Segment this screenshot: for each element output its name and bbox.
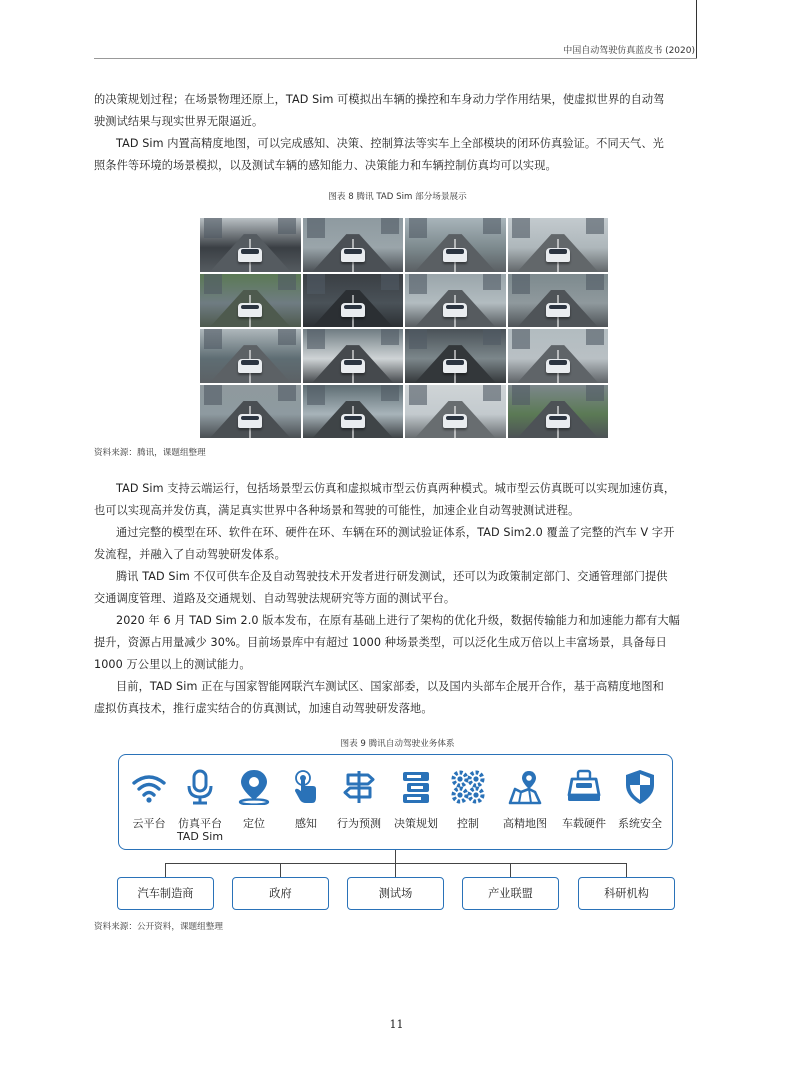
scene-test-vehicle [443, 414, 467, 428]
scene-building [512, 329, 530, 349]
running-header: 中国自动驾驶仿真蓝皮书 (2020) [563, 46, 695, 56]
capability-vehicle-hardware [561, 755, 607, 851]
body-paragraphs [94, 478, 701, 720]
scene-building [409, 218, 427, 238]
wifi-icon [131, 769, 167, 805]
text-line: 的决策规划过程；在场景物理还原上，TAD Sim 可模拟出车辆的操控和车身动力学作用结果，使虚拟世界的自动驾 [94, 93, 665, 106]
partner-research-institutes: 科研机构 [578, 877, 675, 910]
scene-tile [200, 218, 301, 272]
scene-building [381, 329, 399, 345]
capability-label: 系统安全 [618, 817, 662, 830]
scene-test-vehicle [341, 414, 365, 428]
scene-tile [508, 274, 609, 328]
scene-test-vehicle [238, 248, 262, 262]
scene-building [204, 218, 222, 238]
scene-tile [508, 218, 609, 272]
scene-building [483, 385, 501, 401]
scene-test-vehicle [341, 303, 365, 317]
scene-building [204, 385, 222, 405]
scene-tile [405, 385, 506, 439]
vehicle-hardware-icon [566, 769, 602, 805]
scene-building [483, 218, 501, 234]
map-icon [507, 769, 543, 805]
scene-test-vehicle [341, 248, 365, 262]
scene-building [409, 329, 427, 349]
text-line: 也可以实现高并发仿真，满足真实世界中各种场景和驾驶的可能性，加速企业自动驾驶测试进程。 [94, 504, 580, 517]
scene-building [307, 218, 325, 238]
partner-industry-alliance: 产业联盟 [462, 877, 559, 910]
scene-tile [200, 274, 301, 328]
scene-building [381, 274, 399, 290]
header-vertical-rule [696, 0, 697, 58]
scene-building [307, 329, 325, 349]
scene-test-vehicle [238, 359, 262, 373]
scene-image-grid [200, 218, 608, 438]
text-line: 1000 万公里以上的测试能力。 [94, 658, 251, 671]
partner-automakers: 汽车制造商 [117, 877, 214, 910]
scene-building [278, 274, 296, 290]
scene-building [586, 385, 604, 401]
figure-8-caption: 图表 8 腾讯 TAD Sim 部分场景展示 [328, 192, 467, 202]
location-pin-icon [236, 769, 272, 805]
scene-test-vehicle [546, 414, 570, 428]
microphone-icon [182, 769, 218, 805]
scene-building [409, 385, 427, 405]
intro-paragraph [94, 89, 701, 177]
capability-label: 定位 [243, 817, 265, 830]
scene-tile [200, 329, 301, 383]
shield-icon [622, 769, 658, 805]
capability-label: 行为预测 [337, 817, 381, 830]
scene-test-vehicle [443, 359, 467, 373]
capability-system-security [617, 755, 663, 851]
scene-tile [303, 218, 404, 272]
scene-building [512, 274, 530, 294]
scene-tile [303, 329, 404, 383]
text-line: 目前，TAD Sim 正在与国家智能网联汽车测试区、国家部委，以及国内头部车企展开合作，基于高精度地图和 [116, 680, 664, 693]
scene-tile [303, 385, 404, 439]
text-line: 虚拟仿真技术，推行虚实结合的仿真测试，加速自动驾驶研发落地。 [94, 702, 433, 715]
scene-building [204, 329, 222, 349]
capabilities-panel [118, 754, 673, 850]
scene-building [586, 274, 604, 290]
capability-label: 感知 [295, 817, 317, 830]
figure-8-source: 资料来源：腾讯，课题组整理 [94, 448, 206, 458]
text-line: 交通调度管理、道路及交通规划、自动驾驶法规研究等方面的测试平台。 [94, 592, 456, 605]
scene-building [278, 218, 296, 234]
scene-building [278, 329, 296, 345]
scene-building [278, 385, 296, 401]
capability-decision-planning [393, 755, 439, 851]
capability-positioning [234, 755, 274, 851]
scene-building [512, 218, 530, 238]
scene-tile [303, 274, 404, 328]
scene-tile [405, 329, 506, 383]
scene-test-vehicle [341, 359, 365, 373]
capability-label: 云平台 [132, 817, 166, 830]
scene-test-vehicle [443, 248, 467, 262]
text-line: 驶测试结果与现实世界无限逼近。 [94, 115, 264, 128]
capability-hd-map [503, 755, 547, 851]
capability-sim-platform [176, 755, 224, 851]
capability-label-line1: 仿真平台 [178, 817, 222, 830]
connector-drop [510, 863, 511, 877]
scene-tile [405, 274, 506, 328]
scene-test-vehicle [546, 303, 570, 317]
gears-icon [450, 769, 486, 805]
text-line: 照条件等环境的场景模拟，以及测试车辆的感知能力、决策能力和车辆控制仿真均可以实现。 [94, 159, 557, 172]
scene-building [409, 274, 427, 294]
connector-drop [626, 863, 627, 877]
capability-label: 决策规划 [394, 817, 438, 830]
connector-drop [165, 863, 166, 877]
scene-tile [405, 218, 506, 272]
text-line: 提升，资源占用量减少 30%。目前场景库中有超过 1000 种场景类型，可以泛化生成万倍以上丰富场景，具备每日 [94, 636, 667, 649]
scene-building [381, 218, 399, 234]
capability-control [447, 755, 489, 851]
capability-behavior-prediction [336, 755, 382, 851]
connector-stem [395, 850, 396, 863]
text-line: TAD Sim 支持云端运行，包括场景型云仿真和虚拟城市型云仿真两种模式。城市型云仿真既可以实现加速仿真， [116, 482, 676, 495]
partner-test-site: 测试场 [347, 877, 444, 910]
scene-building [307, 385, 325, 405]
connector-drop [395, 863, 396, 877]
header-rule [94, 58, 697, 59]
figure-9-source: 资料来源：公开资料，课题组整理 [94, 922, 223, 932]
text-line: 通过完整的模型在环、软件在环、硬件在环、车辆在环的测试验证体系，TAD Sim2.0 覆盖了完整的汽车 V 字开 [116, 526, 675, 539]
connector-horizontal [165, 863, 627, 864]
signpost-icon [341, 769, 377, 805]
scene-test-vehicle [546, 359, 570, 373]
partner-government: 政府 [232, 877, 329, 910]
capability-label: 高精地图 [503, 817, 547, 830]
connector-drop [280, 863, 281, 877]
scene-building [483, 274, 501, 290]
scene-building [586, 218, 604, 234]
figure-9-caption: 图表 9 腾讯自动驾驶业务体系 [340, 739, 455, 749]
text-line: 2020 年 6 月 TAD Sim 2.0 版本发布，在原有基础上进行了架构的优化升级，数据传输能力和加速能力都有大幅 [116, 614, 680, 627]
scene-tile [508, 385, 609, 439]
touch-sensor-icon [288, 769, 324, 805]
capability-label-line2: TAD Sim [176, 830, 224, 843]
flowchart-icon [398, 769, 434, 805]
scene-test-vehicle [238, 303, 262, 317]
scene-tile [200, 385, 301, 439]
capability-label: 车载硬件 [562, 817, 606, 830]
text-line: 发流程，并融入了自动驾驶研发体系。 [94, 548, 286, 561]
text-line: TAD Sim 内置高精度地图，可以完成感知、决策、控制算法等实车上全部模块的闭环仿真验证。不同天气、光 [116, 137, 664, 150]
text-line: 腾讯 TAD Sim 不仅可供车企及自动驾驶技术开发者进行研发测试，还可以为政策制定部门、交通管理部门提供 [116, 570, 668, 583]
scene-building [204, 274, 222, 294]
scene-building [512, 385, 530, 405]
scene-building [307, 274, 325, 294]
capability-perception [286, 755, 326, 851]
scene-test-vehicle [443, 303, 467, 317]
scene-test-vehicle [546, 248, 570, 262]
capability-label: 控制 [457, 817, 479, 830]
scene-tile [508, 329, 609, 383]
scene-building [586, 329, 604, 345]
scene-building [483, 329, 501, 345]
scene-building [381, 385, 399, 401]
scene-test-vehicle [238, 414, 262, 428]
page-number: 11 [389, 1018, 404, 1031]
